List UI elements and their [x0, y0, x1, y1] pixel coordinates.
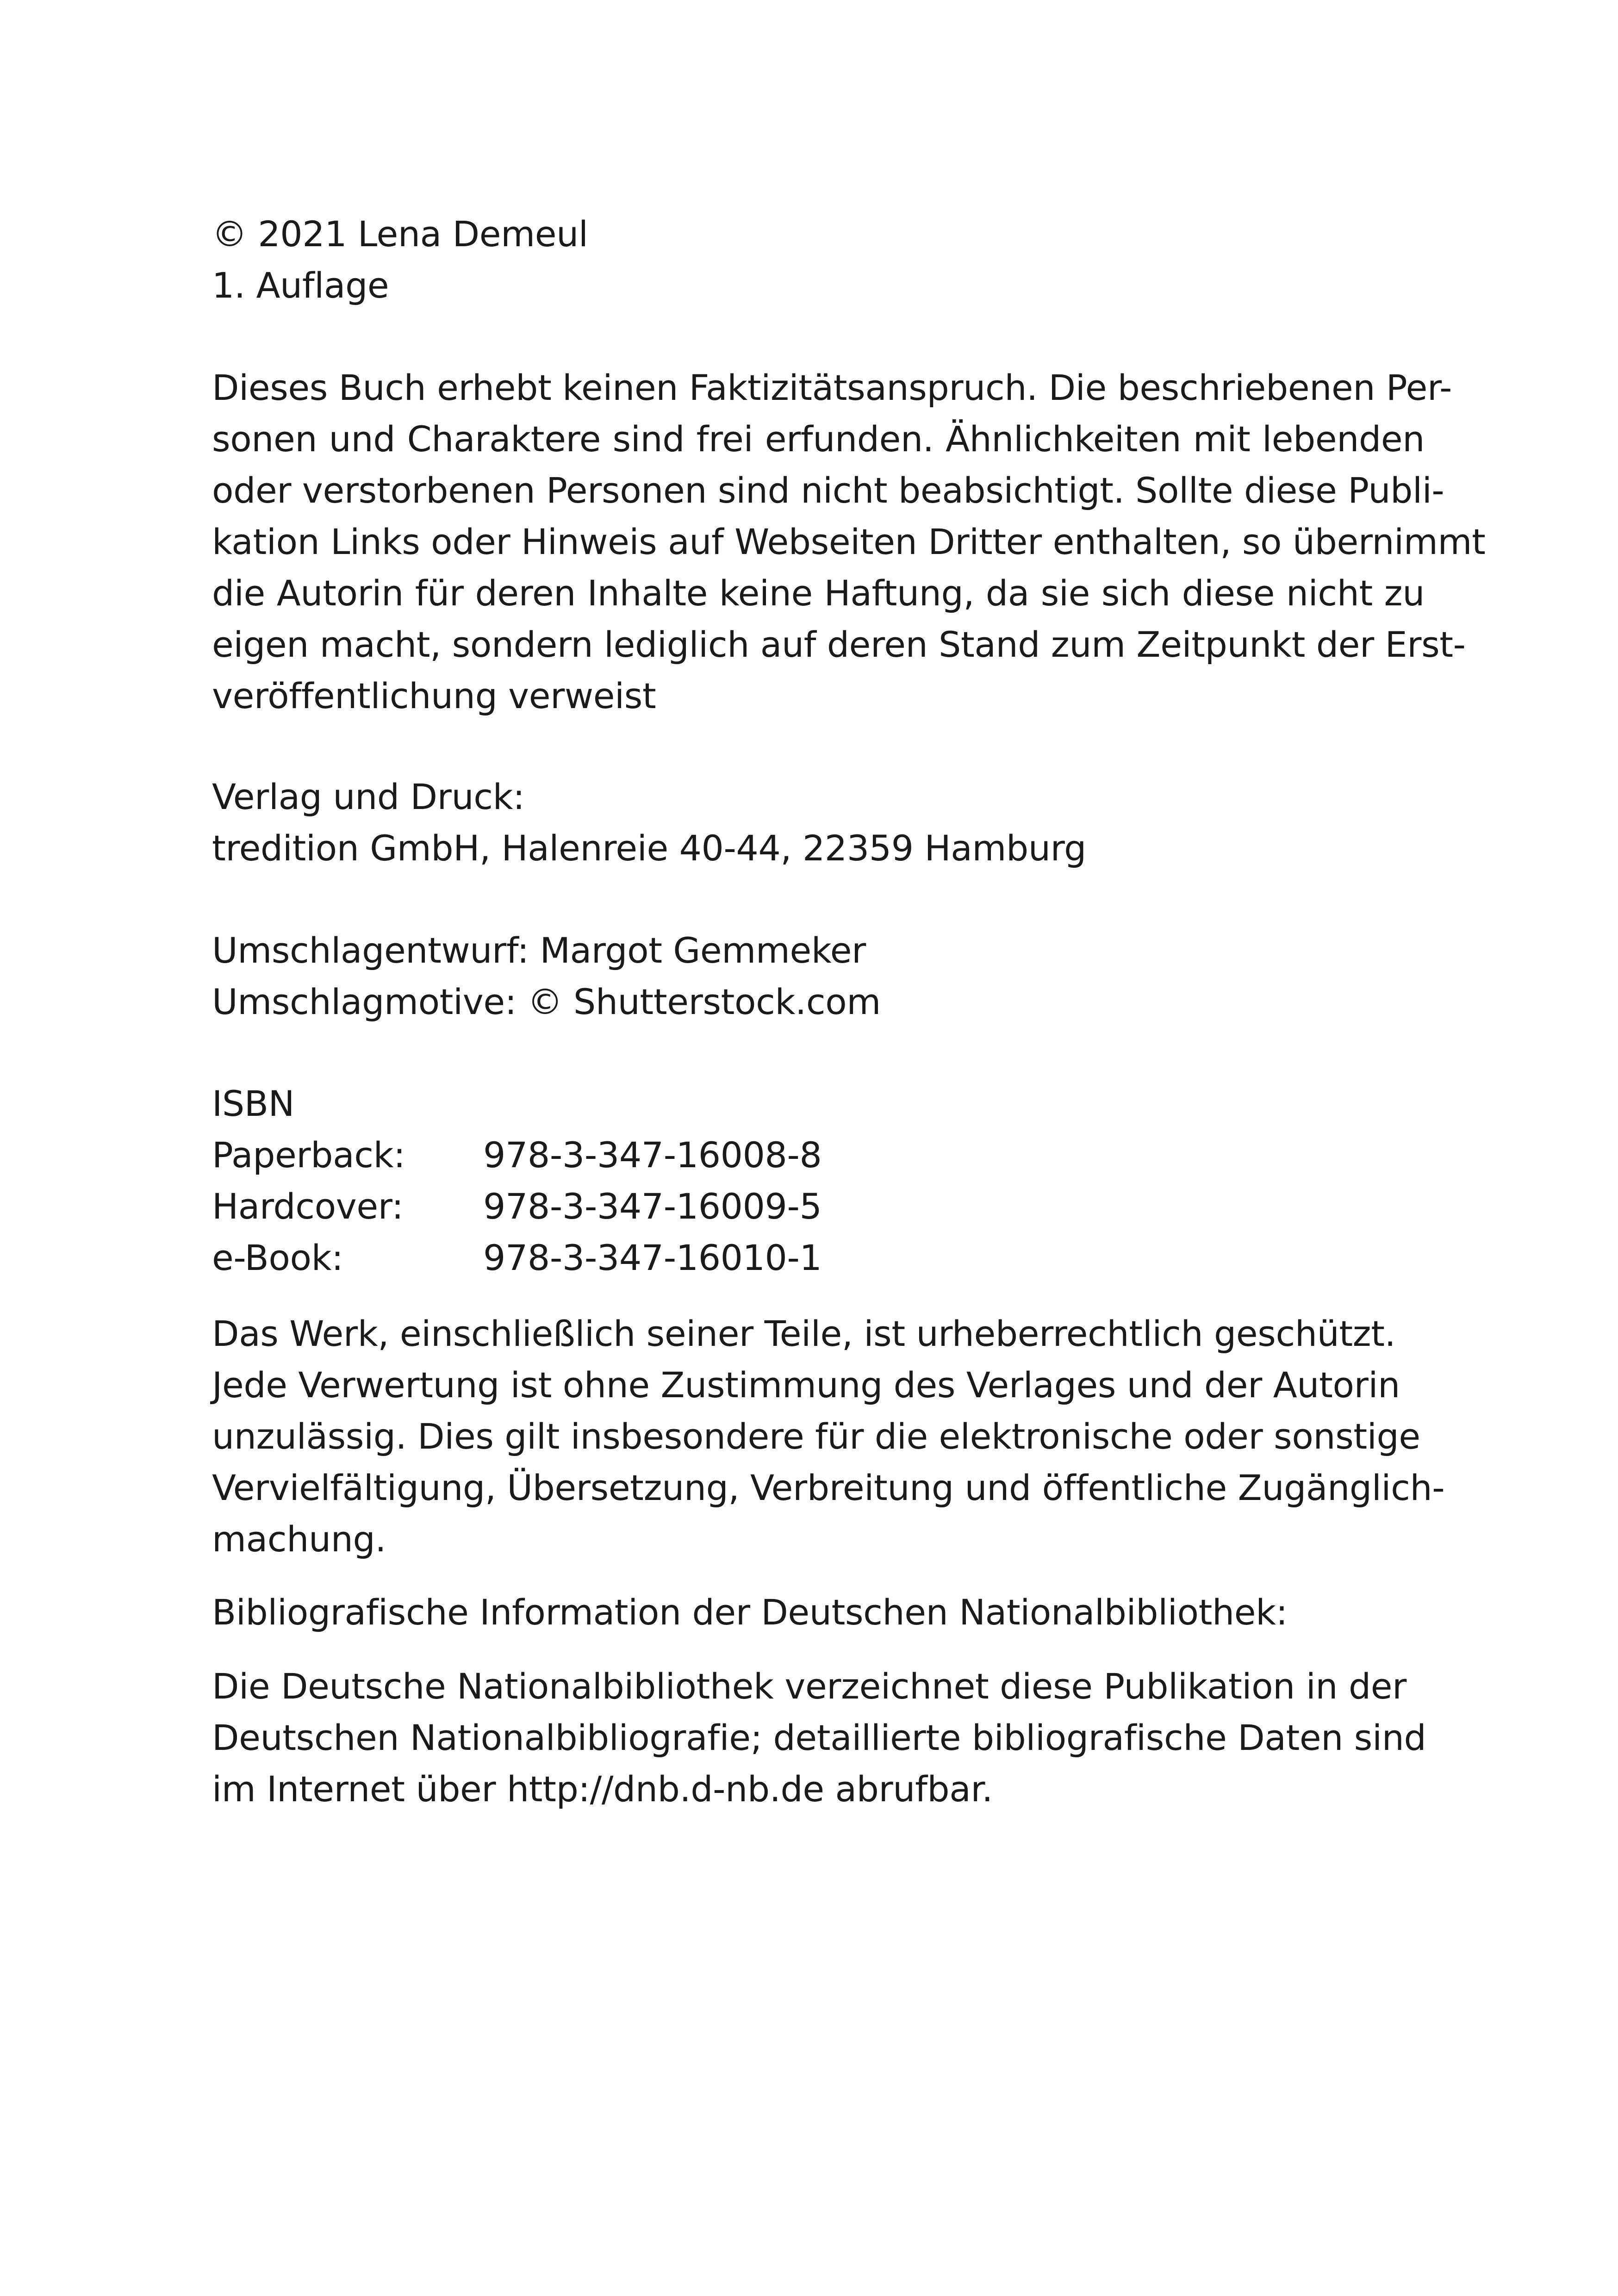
rights-line: Das Werk, einschließlich seiner Teile, ist urheberrechtlich geschützt. — [212, 1313, 1396, 1354]
isbn-label: Hardcover: — [212, 1186, 404, 1227]
bibliographic-heading: Bibliografische Information der Deutschen Nationalbibliothek: — [212, 1592, 1288, 1633]
isbn-label: e-Book: — [212, 1237, 343, 1278]
disclaimer-line: eigen macht, sondern lediglich auf deren Stand zum Zeitpunkt der Erst- — [212, 624, 1466, 665]
disclaimer-line: die Autorin für deren Inhalte keine Haftung, da sie sich diese nicht zu — [212, 572, 1425, 614]
disclaimer-line: kation Links oder Hinweis auf Webseiten Dritter enthalten, so übernimmt — [212, 521, 1486, 562]
bibliographic-paragraph — [212, 1661, 1425, 1815]
rights-line: machung. — [212, 1518, 386, 1560]
bibliographic-line: im Internet über http://dnb.d-nb.de abrufbar. — [212, 1768, 993, 1810]
disclaimer-line: Dieses Buch erhebt keinen Faktizitätsanspruch. Die beschriebenen Per- — [212, 367, 1452, 408]
isbn-value: 978-3-347-16010-1 — [483, 1237, 822, 1278]
isbn-row-ebook — [212, 1232, 1425, 1283]
publisher-label: Verlag und Druck: — [212, 776, 525, 817]
isbn-heading: ISBN — [212, 1083, 295, 1124]
disclaimer-paragraph — [212, 362, 1486, 722]
rights-line: Vervielfältigung, Übersetzung, Verbreitung und öffentliche Zugänglich- — [212, 1467, 1445, 1508]
rights-line: Jede Verwertung ist ohne Zustimmung des Verlages und der Autorin — [212, 1364, 1400, 1406]
publisher-block — [212, 771, 1425, 874]
copyright-line: © 2021 Lena Demeul — [212, 213, 588, 255]
edition-line: 1. Auflage — [212, 265, 389, 306]
isbn-block — [212, 1078, 1425, 1283]
isbn-value: 978-3-347-16009-5 — [483, 1186, 822, 1227]
bibliographic-heading-block — [212, 1587, 1425, 1638]
isbn-label: Paperback: — [212, 1134, 405, 1176]
publisher-address: tredition GmbH, Halenreie 40-44, 22359 Hamburg — [212, 828, 1086, 869]
bibliographic-line: Die Deutsche Nationalbibliothek verzeichnet diese Publikation in der — [212, 1666, 1406, 1707]
isbn-value: 978-3-347-16008-8 — [483, 1134, 822, 1176]
cover-credits-block — [212, 925, 1425, 1027]
cover-design-credit: Umschlagentwurf: Margot Gemmeker — [212, 930, 866, 971]
disclaimer-line: veröffentlichung verweist — [212, 675, 656, 716]
cover-motif-credit: Umschlagmotive: © Shutterstock.com — [212, 981, 881, 1022]
bibliographic-line: Deutschen Nationalbibliografie; detaillierte bibliografische Daten sind — [212, 1717, 1426, 1758]
disclaimer-line: sonen und Charaktere sind frei erfunden. Ähnlichkeiten mit lebenden — [212, 418, 1425, 460]
isbn-row-paperback — [212, 1129, 1425, 1181]
isbn-row-hardcover — [212, 1181, 1425, 1232]
rights-paragraph — [212, 1308, 1445, 1565]
copyright-block — [212, 208, 1425, 311]
disclaimer-line: oder verstorbenen Personen sind nicht beabsichtigt. Sollte diese Publi- — [212, 470, 1444, 511]
rights-line: unzulässig. Dies gilt insbesondere für die elektronische oder sonstige — [212, 1416, 1420, 1457]
